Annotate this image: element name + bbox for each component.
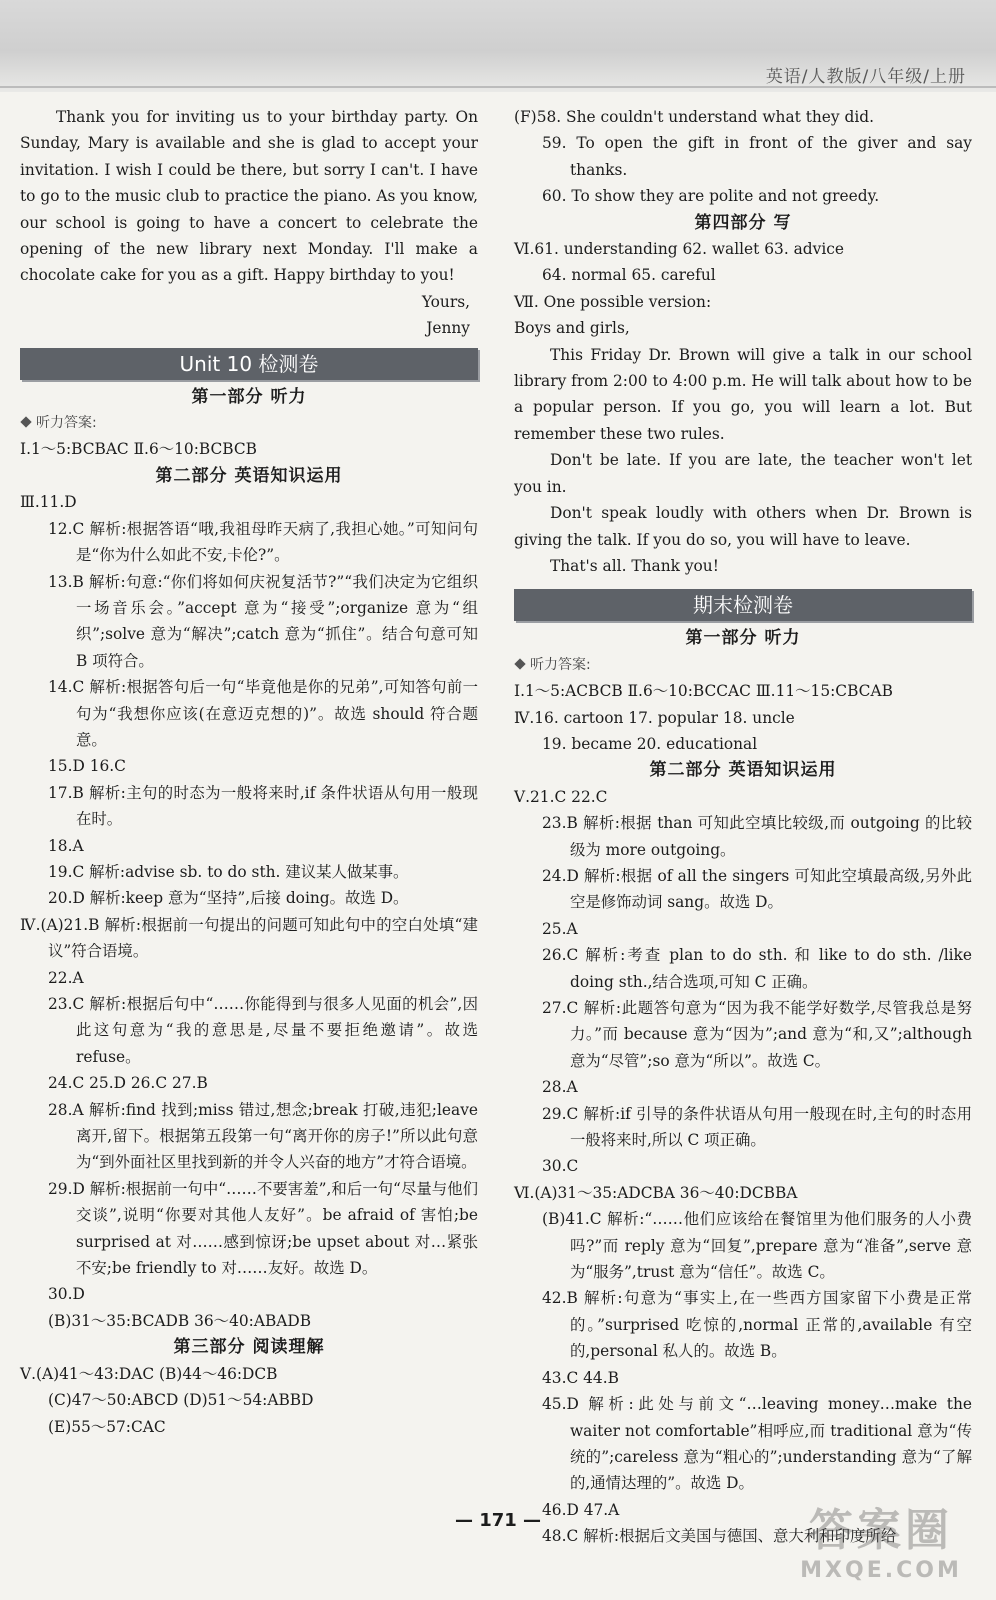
- listening-answers-tag-final: [514, 652, 972, 678]
- answer-line: 19.C 解析:advise sb. to do sth. 建议某人做某事。: [48, 862, 409, 881]
- listening-answers-label-final: 听力答案:: [530, 656, 591, 673]
- answer-line: 14.C 解析:根据答句后一句“毕竟他是你的兄弟”,可知答句前一句为“我想你应该(在意迈克想的)”。故选 should 符合题意。: [48, 678, 478, 749]
- essay-paragraph: That's all. Thank you!: [550, 556, 719, 575]
- answer-line: Ⅲ.11.D: [20, 493, 77, 512]
- answer-line: 15.D 16.C: [48, 757, 126, 776]
- answer-line: Ⅵ.(A)31～35:ADCBA 36～40:DCBBA: [514, 1183, 798, 1202]
- answer-line: 24.C 25.D 26.C 27.B: [48, 1074, 208, 1093]
- unit10-answer-list-continued: [514, 104, 972, 342]
- answer-line: 30.D: [48, 1285, 85, 1304]
- answer-line: 59. To open the gift in front of the giver and say thanks.: [542, 134, 972, 179]
- answer-line: (B)31～35:BCADB 36～40:ABADB: [48, 1311, 312, 1330]
- answer-line: 60. To show they are polite and not greedy.: [542, 187, 880, 206]
- answer-line: Ⅳ.16. cartoon 17. popular 18. uncle: [514, 708, 795, 727]
- answer-line: 24.D 解析:根据 of all the singers 可知此空填最高级,另外此空是修饰动词 sang。故选 D。: [542, 866, 972, 912]
- part-heading-listening: 第一部分 听力: [191, 386, 307, 407]
- answer-line: 25.A: [542, 919, 578, 938]
- answer-line: (B)41.C 解析:“……他们应该给在餐馆里为他们服务的人小费吗?”而 reply 意为“回复”,prepare 意为“准备”,serve 意为“服务”,trust 意为“信任”。故选 C。: [542, 1210, 972, 1282]
- part-heading-listening-final: 第一部分 听力: [685, 628, 801, 649]
- answer-line: (C)47～50:ABCD (D)51～54:ABBD: [48, 1391, 314, 1410]
- listening-answers-label: 听力答案:: [36, 415, 97, 432]
- answer-line: 17.B 解析:主句的时态为一般将来时,if 条件状语从句用一般现在时。: [48, 783, 478, 829]
- answer-line: (F)58. She couldn't understand what they did.: [514, 108, 875, 126]
- section-banner-unit10: Unit 10 检测卷: [20, 348, 478, 380]
- part-heading: 第三部分 阅读理解: [173, 1337, 325, 1358]
- watermark-url: MXQE.COM: [800, 1558, 962, 1583]
- answer-line: 64. normal 65. careful: [542, 266, 716, 285]
- answer-line: 29.C 解析:if 引导的条件状语从句用一般现在时,主句的时态用一般将来时,所以 C 项正确。: [542, 1104, 972, 1150]
- answer-line: 42.B 解析:句意为“事实上,在一些西方国家留下小费是正常的。”surprised 吃惊的,normal 正常的,available 有空的,personal 私人的。故选 B。: [542, 1289, 972, 1361]
- answer-line: 28.A: [542, 1078, 578, 1097]
- answer-line: 23.B 解析:根据 than 可知此空填比较级,而 outgoing 的比较级为 more outgoing。: [542, 814, 972, 859]
- answer-line: 28.A 解析:find 找到;miss 错过,想念;break 打破,违犯;leave 离开,留下。根据第五段第一句“离开你的房子!”所以此句意为“到外面社区里找到新的并令人兴奋的地方”才符合语境。: [48, 1100, 478, 1172]
- answer-line: Ⅳ.(A)21.B 解析:根据前一句提出的问题可知此句中的空白处填“建议”符合语境。: [20, 915, 478, 961]
- answer-line: Ⅰ.1～5:BCBAC Ⅱ.6～10:BCBCB: [20, 440, 257, 459]
- left-column: [20, 104, 478, 1440]
- final-exam-answer-list: [514, 678, 972, 1549]
- answer-line: Boys and girls,: [514, 319, 630, 338]
- diamond-icon: [20, 416, 31, 427]
- answer-line: Ⅴ.21.C 22.C: [514, 787, 608, 806]
- answer-line: 18.A: [48, 836, 84, 855]
- answer-line: 48.C 解析:根据后文美国与德国、意大利和印度所给: [542, 1527, 897, 1546]
- answer-line: Ⅵ.61. understanding 62. wallet 63. advice: [514, 240, 844, 259]
- answer-line: Ⅴ.(A)41～43:DAC (B)44～46:DCB: [20, 1364, 278, 1383]
- answer-line: 27.C 解析:此题答句意为“因为我不能学好数学,尽管我总是努力。”而 because 意为“因为”;and 意为“和,又”;although 意为“尽管”;so 意为“所以”。故选 C。: [542, 999, 972, 1070]
- answer-line: 26.C 解析:考查 plan to do sth. 和 like to do sth. /like doing sth.,结合选项,可知 C 正确。: [542, 946, 972, 991]
- essay-paragraph: Don't be late. If you are late, the teacher won't let you in.: [514, 451, 972, 496]
- model-essay: [514, 342, 972, 580]
- answer-line: 13.B 解析:句意:“你们将如何庆祝复活节?”“我们决定为它组织一场音乐会。”accept 意为“接受”;organize 意为“组织”;solve 意为“解决”;catch 意为“抓住”。结合句意可知 B 项符合。: [48, 572, 478, 670]
- part-heading: 第二部分 英语知识运用: [649, 760, 837, 781]
- book-series-label: 英语/人教版/八年级/上册: [765, 67, 966, 87]
- answer-line: Ⅶ. One possible version:: [514, 292, 712, 311]
- part-heading: 第四部分 写: [694, 212, 792, 233]
- diamond-icon: [514, 658, 525, 669]
- listening-answers-tag: [20, 410, 478, 436]
- letter-body: Thank you for inviting us to your birthday party. On Sunday, Mary is available and she is glad to accept your invitation. I wish I could be there, but sorry I can't. I have to go to the music club to practice the piano. As you know, our school is going to have a concert to celebrate the opening of the new library next Monday. I'll make a chocolate cake for you as a gift. Happy birthday to you!: [20, 108, 478, 285]
- answer-line: 30.C: [542, 1157, 579, 1176]
- page-number: — 171 —: [454, 1510, 542, 1531]
- section-banner-final-exam: 期末检测卷: [514, 589, 972, 621]
- answer-line: 12.C 解析:根据答语“哦,我祖母昨天病了,我担心她。”可知问句是“你为什么如此不安,卡伦?”。: [48, 519, 478, 565]
- answer-line: 45.D 解析:此处与前文“…leaving money…make the waiter not comfortable”相呼应,而 traditional 意为“传统的”;careless 意为“粗心的”;understanding 意为“了解的,通情达理的”。故选 D。: [542, 1395, 972, 1493]
- watermark-logo: [776, 1494, 986, 1594]
- unit10-answer-list: [20, 436, 478, 1439]
- letter-signature: Jenny: [426, 319, 470, 338]
- right-column: [514, 104, 972, 1550]
- answer-line: 29.D 解析:根据前一句中“……不要害羞”,和后一句“尽量与他们交谈”,说明“你要对其他人友好”。be afraid of 害怕;be surprised at 对……感到惊讶;be upset about 对…紧张不安;be friendly to 对……友好。故选 D。: [48, 1179, 478, 1278]
- answer-line: 22.A: [48, 968, 84, 987]
- answer-line: 19. became 20. educational: [542, 734, 758, 753]
- letter-closing: Yours,: [421, 292, 470, 311]
- watermark-text: 答案圈: [809, 1505, 953, 1556]
- essay-paragraph: This Friday Dr. Brown will give a talk in our school library from 2:00 to 4:00 p.m. He will talk about how to be a popular person. If you go, you will learn a lot. But remember these two rules.: [514, 345, 972, 443]
- answer-line: 46.D 47.A: [542, 1500, 620, 1519]
- answer-line: (E)55～57:CAC: [48, 1417, 166, 1436]
- part-heading: 第二部分 英语知识运用: [155, 465, 343, 486]
- answer-line: 43.C 44.B: [542, 1368, 619, 1387]
- answer-line: 20.D 解析:keep 意为“坚持”,后接 doing。故选 D。: [48, 889, 409, 908]
- essay-paragraph: Don't speak loudly with others when Dr. Brown is giving the talk. If you do so, you will have to leave.: [514, 504, 972, 549]
- answer-line: Ⅰ.1～5:ACBCB Ⅱ.6～10:BCCAC Ⅲ.11～15:CBCAB: [514, 682, 893, 701]
- answer-line: 23.C 解析:根据后句中“……你能得到与很多人见面的机会”,因此这句意为“我的意思是,尽量不要拒绝邀请”。故选 refuse。: [48, 995, 478, 1066]
